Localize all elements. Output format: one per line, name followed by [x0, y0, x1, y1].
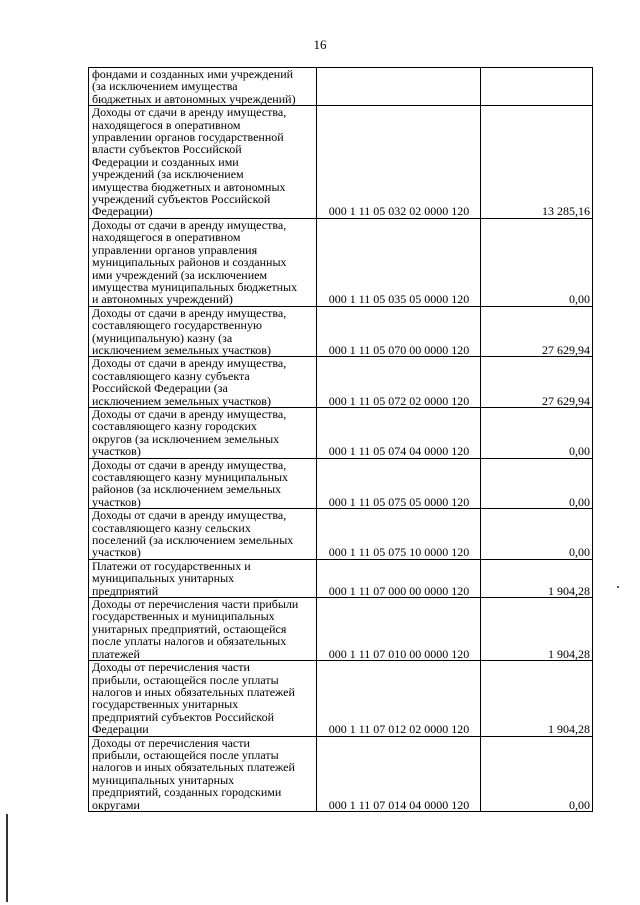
description-line: учреждений субъектов Российской [92, 192, 271, 207]
description-line: находящегося в оперативном [92, 230, 241, 245]
description-line: Доходы от сдачи в аренду имущества, [92, 406, 287, 421]
amount-value: 0,00 [481, 736, 593, 811]
description-line: Доходы от перечисления части [92, 660, 250, 675]
revenue-table-body [89, 68, 593, 812]
scan-artifact-dot [617, 586, 619, 588]
budget-classification-code: 000 1 11 05 075 05 0000 120 [317, 458, 481, 509]
revenue-description [89, 68, 317, 106]
description-line: учреждений (за исключением [92, 167, 244, 182]
description-line: составляющего казну субъекта [92, 368, 250, 383]
description-line: Федерации и созданных ими [92, 154, 239, 169]
description-line: ими учреждений (за исключением [92, 267, 268, 282]
description-line: исключением земельных участков) [92, 342, 271, 357]
budget-classification-code: 000 1 11 05 075 10 0000 120 [317, 509, 481, 560]
description-line: имущества муниципальных бюджетных [92, 279, 298, 294]
table-row [89, 598, 593, 661]
budget-classification-code: 000 1 11 05 032 02 0000 120 [317, 106, 481, 219]
amount-value: 1 904,28 [481, 559, 593, 597]
description-line: налогов и иных обязательных платежей [92, 760, 295, 775]
revenue-description [89, 357, 317, 408]
description-line: участков) [92, 545, 141, 560]
amount-value: 13 285,16 [481, 106, 593, 219]
description-line: Платежи от государственных и [92, 558, 251, 573]
table-row [89, 68, 593, 106]
description-line: бюджетных и автономных учреждений) [92, 91, 296, 106]
description-line: Федерации) [92, 204, 153, 219]
table-row [89, 509, 593, 560]
description-line: Федерации [92, 722, 149, 737]
budget-classification-code: 000 1 11 05 035 05 0000 120 [317, 218, 481, 306]
revenue-description [89, 407, 317, 458]
table-row [89, 306, 593, 357]
description-line: налогов и иных обязательных платежей [92, 684, 295, 699]
description-line: составляющего казну городских [92, 419, 257, 434]
revenue-description [89, 106, 317, 219]
description-line: Доходы от сдачи в аренду имущества, [92, 217, 287, 232]
description-line: округами [92, 797, 140, 812]
amount-value: 1 904,28 [481, 598, 593, 661]
description-line: прибыли, остающейся после уплаты [92, 747, 279, 762]
revenue-description [89, 458, 317, 509]
description-line: прибыли, остающейся после уплаты [92, 672, 279, 687]
description-line: Доходы от сдачи в аренду имущества, [92, 305, 287, 320]
table-row [89, 559, 593, 597]
description-line: составляющего казну сельских [92, 520, 251, 535]
description-line: предприятий [92, 583, 159, 598]
budget-classification-code: 000 1 11 07 000 00 0000 120 [317, 559, 481, 597]
description-line: предприятий субъектов Российской [92, 709, 275, 724]
description-line: управлении органов управления [92, 242, 258, 257]
description-line: поселений (за исключением земельных [92, 533, 294, 548]
description-line: находящегося в оперативном [92, 117, 241, 132]
description-line: Доходы от сдачи в аренду имущества, [92, 105, 287, 120]
revenue-description [89, 559, 317, 597]
revenue-description [89, 218, 317, 306]
budget-classification-code: 000 1 11 05 074 04 0000 120 [317, 407, 481, 458]
description-line: составляющего государственную [92, 318, 262, 333]
budget-classification-code: 000 1 11 05 072 02 0000 120 [317, 357, 481, 408]
description-line: Российской Федерации (за [92, 381, 228, 396]
revenue-description [89, 661, 317, 736]
table-row [89, 407, 593, 458]
budget-classification-code: 000 1 11 07 010 00 0000 120 [317, 598, 481, 661]
amount-value: 27 629,94 [481, 357, 593, 408]
description-line: унитарных предприятий, остающейся [92, 621, 287, 636]
budget-classification-code: 000 1 11 05 070 00 0000 120 [317, 306, 481, 357]
description-line: власти субъектов Российской [92, 142, 242, 157]
description-line: составляющего казну муниципальных [92, 470, 289, 484]
description-line: Доходы от сдачи в аренду имущества, [92, 508, 287, 523]
description-line: (муниципальную) казну (за [92, 330, 233, 345]
description-line: и автономных учреждений) [92, 292, 233, 307]
description-line: участков) [92, 444, 141, 459]
description-line: муниципальных унитарных [92, 571, 235, 586]
description-line: районов (за исключением земельных [92, 482, 282, 497]
scan-artifact-line [6, 814, 8, 902]
description-line: управлении органов государственной [92, 130, 284, 145]
amount-value: 27 629,94 [481, 306, 593, 357]
description-line: исключением земельных участков) [92, 393, 271, 408]
description-line: участков) [92, 494, 141, 509]
amount-value: 0,00 [481, 509, 593, 560]
amount-value: 0,00 [481, 407, 593, 458]
revenue-table [88, 67, 593, 812]
description-line: имущества бюджетных и автономных [92, 179, 286, 194]
amount-value: 0,00 [481, 458, 593, 509]
description-line: государственных унитарных [92, 697, 239, 712]
table-row [89, 357, 593, 408]
budget-classification-code: 000 1 11 07 012 02 0000 120 [317, 661, 481, 736]
description-line: фондами и созданных ими учреждений [92, 67, 294, 81]
revenue-description [89, 598, 317, 661]
table-row [89, 458, 593, 509]
revenue-description [89, 306, 317, 357]
description-line: муниципальных районов и созданных [92, 255, 287, 270]
budget-classification-code [317, 68, 481, 106]
amount-value: 1 904,28 [481, 661, 593, 736]
description-line: Доходы от перечисления части прибыли [92, 597, 299, 612]
table-row [89, 661, 593, 736]
amount-value: 0,00 [481, 218, 593, 306]
description-line: муниципальных унитарных [92, 772, 235, 787]
table-row [89, 736, 593, 811]
description-line: государственных и муниципальных [92, 609, 275, 624]
budget-classification-code: 000 1 11 07 014 04 0000 120 [317, 736, 481, 811]
description-line: (за исключением имущества [92, 79, 238, 94]
description-line: после уплаты налогов и обязательных [92, 634, 287, 649]
amount-value [481, 68, 593, 106]
description-line: Доходы от сдачи в аренду имущества, [92, 356, 287, 371]
description-line: Доходы от перечисления части [92, 735, 250, 750]
description-line: Доходы от сдачи в аренду имущества, [92, 457, 287, 472]
description-line: предприятий, созданных городскими [92, 785, 282, 800]
revenue-description [89, 509, 317, 560]
table-row [89, 106, 593, 219]
description-line: платежей [92, 646, 140, 661]
table-row [89, 218, 593, 306]
page-number: 16 [313, 37, 327, 52]
description-line: округов (за исключением земельных [92, 431, 280, 446]
revenue-description [89, 736, 317, 811]
